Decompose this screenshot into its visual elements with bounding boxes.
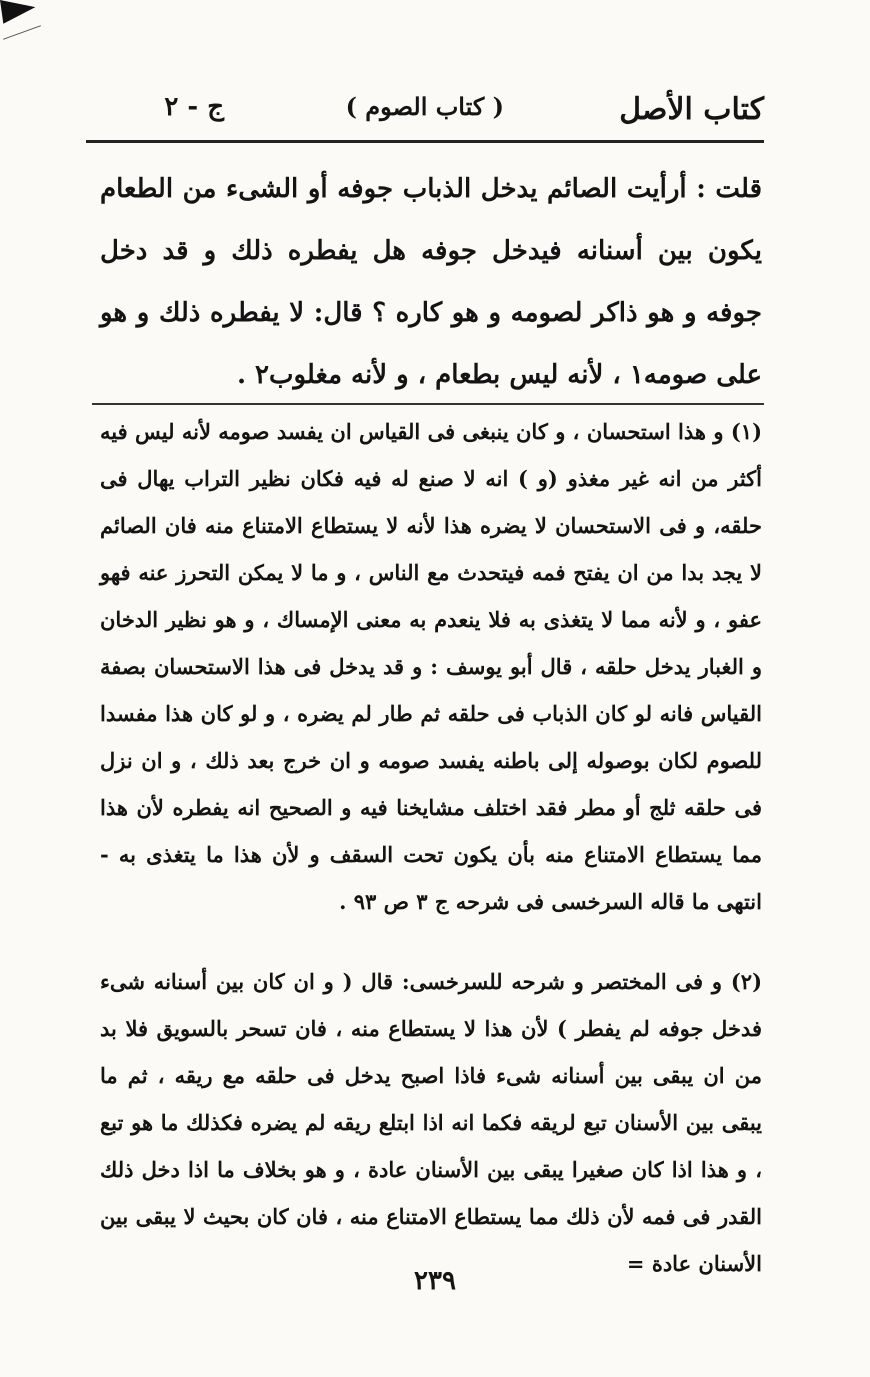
scan-corner-line xyxy=(3,25,41,40)
chapter-title: ( كتاب الصوم ) xyxy=(345,92,504,121)
footnote-2: (٢) و فى المختصر و شرحه للسرخسى: قال ( و ان كان بين أسنانه شىء فدخل جوفه لم يفطر ) لأن هذا لا يستطاع منه ، فان تسحر بالسويق فلا بد من ان يبقى بين أسنانه شىء فاذا اصبح يدخل فى حلقه مع ريقه ، ثم ما يبقى بين الأسنان تبع لريقه فكما انه اذا ابتلع ريقه لم يضره فكذلك ما هو تبع ، و هذا اذا كان صغيرا يبقى بين الأسنان عادة ، و هو بخلاف ما اذا دخل ذلك القدر فى فمه لأن ذلك مما يستطاع الامتناع منه ، فان كان بحيث لا يبقى بين الأسنان عادة = xyxy=(100,969,762,1276)
volume-number: ج - ٢ xyxy=(164,92,224,122)
footnote-separator xyxy=(92,403,764,405)
footnote-1: (١) و هذا استحسان ، و كان ينبغى فى القياس ان يفسد صومه لأنه ليس فيه أكثر من انه غير مغذو (و ) انه لا صنع له فيه فكان نظير التراب يهال فى حلقه، و فى الاستحسان لا يضره هذا لأنه لا يستطاع الامتناع منه فان الصائم لا يجد بدا من ان يفتح فمه فيتحدث مع الناس ، و ما لا يمكن التحرز عنه فهو عفو ، و لأنه مما لا يتغذى به فلا ينعدم به معنى الإمساك ، و هو نظير الدخان و الغبار يدخل حلقه ، قال أبو يوسف : و قد يدخل فى هذا الاستحسان بصفة القياس فانه لو كان الذباب فى حلقه ثم طار لم يضره ، و لو كان هذا مفسدا للصوم لكان بوصوله إلى باطنه يفسد صومه و ان خرج بعد ذلك ، و ان نزل فى حلقه ثلج أو مطر فقد اختلف مشايخنا فيه و الصحيح انه يفطره لأن هذا مما يستطاع الامتناع منه بأن يكون تحت السقف و لأن هذا ما يتغذى به - انتهى ما قاله السرخسى فى شرحه ج ٣ ص ٩٣ . xyxy=(100,419,762,914)
book-title: كتاب الأصل xyxy=(619,92,764,127)
header-rule xyxy=(86,140,764,143)
running-header xyxy=(86,90,764,138)
page-number: ٢٣٩ xyxy=(414,1266,456,1296)
main-text: قلت : أرأيت الصائم يدخل الذباب جوفه أو الشىء من الطعام يكون بين أسنانه فيدخل جوفه هل يفطره ذلك و قد دخل جوفه و هو ذاكر لصومه و هو كاره ؟ قال: لا يفطره ذلك و هو على صومه١ ، لأنه ليس بطعام ، و لأنه مغلوب٢ . xyxy=(100,174,762,390)
scan-corner-mark xyxy=(0,0,37,24)
